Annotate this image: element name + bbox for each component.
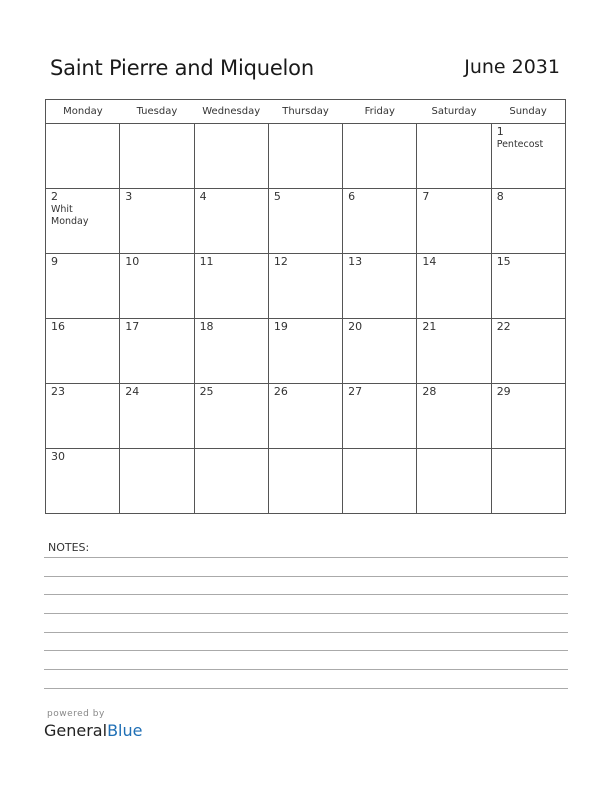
calendar-week-row	[46, 124, 566, 189]
day-cell[interactable]	[491, 319, 565, 384]
day-number: 29	[496, 385, 511, 398]
day-cell[interactable]	[491, 384, 565, 449]
day-number: 4	[199, 190, 207, 203]
note-line	[44, 594, 568, 595]
day-cell[interactable]	[268, 449, 342, 514]
day-cell[interactable]	[120, 254, 194, 319]
calendar-week-row	[46, 384, 566, 449]
logo-general-text: General	[44, 721, 108, 740]
calendar-month: June 2031	[464, 56, 560, 78]
day-cell[interactable]	[417, 254, 491, 319]
day-number: 14	[422, 255, 437, 268]
day-cell[interactable]	[120, 189, 194, 254]
calendar-week-row	[46, 319, 566, 384]
note-line	[44, 650, 568, 651]
day-cell[interactable]	[491, 189, 565, 254]
calendar-title: Saint Pierre and Miquelon	[50, 56, 314, 80]
day-number: 18	[199, 320, 214, 333]
day-number: 30	[51, 450, 65, 463]
day-number: 1	[496, 125, 504, 138]
notes-label: NOTES:	[48, 541, 90, 554]
weekday-header: Tuesday	[120, 100, 194, 124]
day-number: 21	[422, 320, 437, 333]
day-cell[interactable]	[120, 124, 194, 189]
day-number: 27	[348, 385, 363, 398]
day-number: 28	[422, 385, 437, 398]
day-cell[interactable]	[417, 384, 491, 449]
day-cell[interactable]	[120, 449, 194, 514]
day-number: 12	[273, 255, 288, 268]
day-cell[interactable]	[417, 189, 491, 254]
generalblue-logo[interactable]	[44, 721, 142, 740]
day-number: 25	[199, 385, 214, 398]
day-number: 24	[125, 385, 140, 398]
note-line	[44, 557, 568, 558]
day-number: 5	[273, 190, 281, 203]
day-number	[417, 449, 490, 451]
calendar-week-row	[46, 254, 566, 319]
day-cell[interactable]	[343, 189, 417, 254]
day-cell[interactable]	[46, 254, 120, 319]
powered-by-text: powered by	[47, 709, 105, 719]
day-cell[interactable]	[120, 319, 194, 384]
day-cell[interactable]	[46, 384, 120, 449]
day-cell[interactable]	[194, 319, 268, 384]
day-number: 23	[51, 385, 65, 398]
day-cell[interactable]	[194, 189, 268, 254]
calendar-week-row	[46, 449, 566, 514]
day-cell[interactable]	[268, 319, 342, 384]
weekday-header: Thursday	[268, 100, 342, 124]
day-cell[interactable]	[491, 449, 565, 514]
note-line	[44, 632, 568, 633]
day-number: 3	[125, 190, 133, 203]
day-number: 19	[273, 320, 288, 333]
day-cell[interactable]	[194, 384, 268, 449]
day-number	[417, 124, 490, 126]
day-cell[interactable]	[417, 124, 491, 189]
day-cell[interactable]	[343, 254, 417, 319]
day-number: 11	[199, 255, 214, 268]
day-cell[interactable]	[120, 384, 194, 449]
day-cell[interactable]	[343, 449, 417, 514]
day-number	[195, 449, 268, 451]
day-cell[interactable]	[343, 319, 417, 384]
day-number: 2	[51, 190, 58, 203]
day-number	[120, 449, 193, 451]
day-number: 6	[348, 190, 356, 203]
day-cell[interactable]	[268, 384, 342, 449]
day-cell[interactable]	[268, 189, 342, 254]
day-cell[interactable]	[268, 124, 342, 189]
day-number: 22	[496, 320, 511, 333]
day-number	[343, 124, 416, 126]
day-number: 20	[348, 320, 363, 333]
day-number: 17	[125, 320, 140, 333]
logo-blue-text: Blue	[107, 721, 143, 740]
note-line	[44, 613, 568, 614]
holiday-label: Whit Monday	[51, 204, 89, 227]
day-number: 16	[51, 320, 65, 333]
day-number	[269, 449, 342, 451]
note-line	[44, 688, 568, 689]
day-number: 26	[273, 385, 288, 398]
day-number: 10	[125, 255, 140, 268]
day-cell[interactable]	[343, 124, 417, 189]
day-cell[interactable]	[46, 319, 120, 384]
day-number	[269, 124, 342, 126]
day-number	[492, 449, 565, 451]
weekday-header-row	[46, 100, 566, 124]
day-cell[interactable]	[343, 384, 417, 449]
day-number: 8	[496, 190, 504, 203]
calendar-grid	[45, 99, 566, 514]
day-number	[343, 449, 416, 451]
weekday-header: Saturday	[417, 100, 491, 124]
day-cell[interactable]	[491, 124, 565, 189]
day-number	[46, 124, 119, 126]
weekday-header: Friday	[343, 100, 417, 124]
day-cell[interactable]	[417, 319, 491, 384]
day-number	[195, 124, 268, 126]
day-cell[interactable]	[46, 124, 120, 189]
day-number: 9	[51, 255, 58, 268]
day-cell[interactable]	[46, 449, 120, 514]
day-cell[interactable]	[417, 449, 491, 514]
note-line	[44, 576, 568, 577]
day-cell[interactable]	[268, 254, 342, 319]
weekday-header: Sunday	[491, 100, 565, 124]
day-cell[interactable]	[194, 254, 268, 319]
day-cell[interactable]	[46, 189, 120, 254]
day-cell[interactable]	[194, 124, 268, 189]
weekday-header: Wednesday	[194, 100, 268, 124]
day-number: 7	[422, 190, 430, 203]
weekday-header: Monday	[46, 100, 120, 124]
day-number	[120, 124, 193, 126]
day-cell[interactable]	[194, 449, 268, 514]
calendar-week-row	[46, 189, 566, 254]
note-line	[44, 669, 568, 670]
holiday-label: Pentecost	[496, 139, 544, 150]
day-cell[interactable]	[491, 254, 565, 319]
day-number: 13	[348, 255, 363, 268]
day-number: 15	[496, 255, 511, 268]
